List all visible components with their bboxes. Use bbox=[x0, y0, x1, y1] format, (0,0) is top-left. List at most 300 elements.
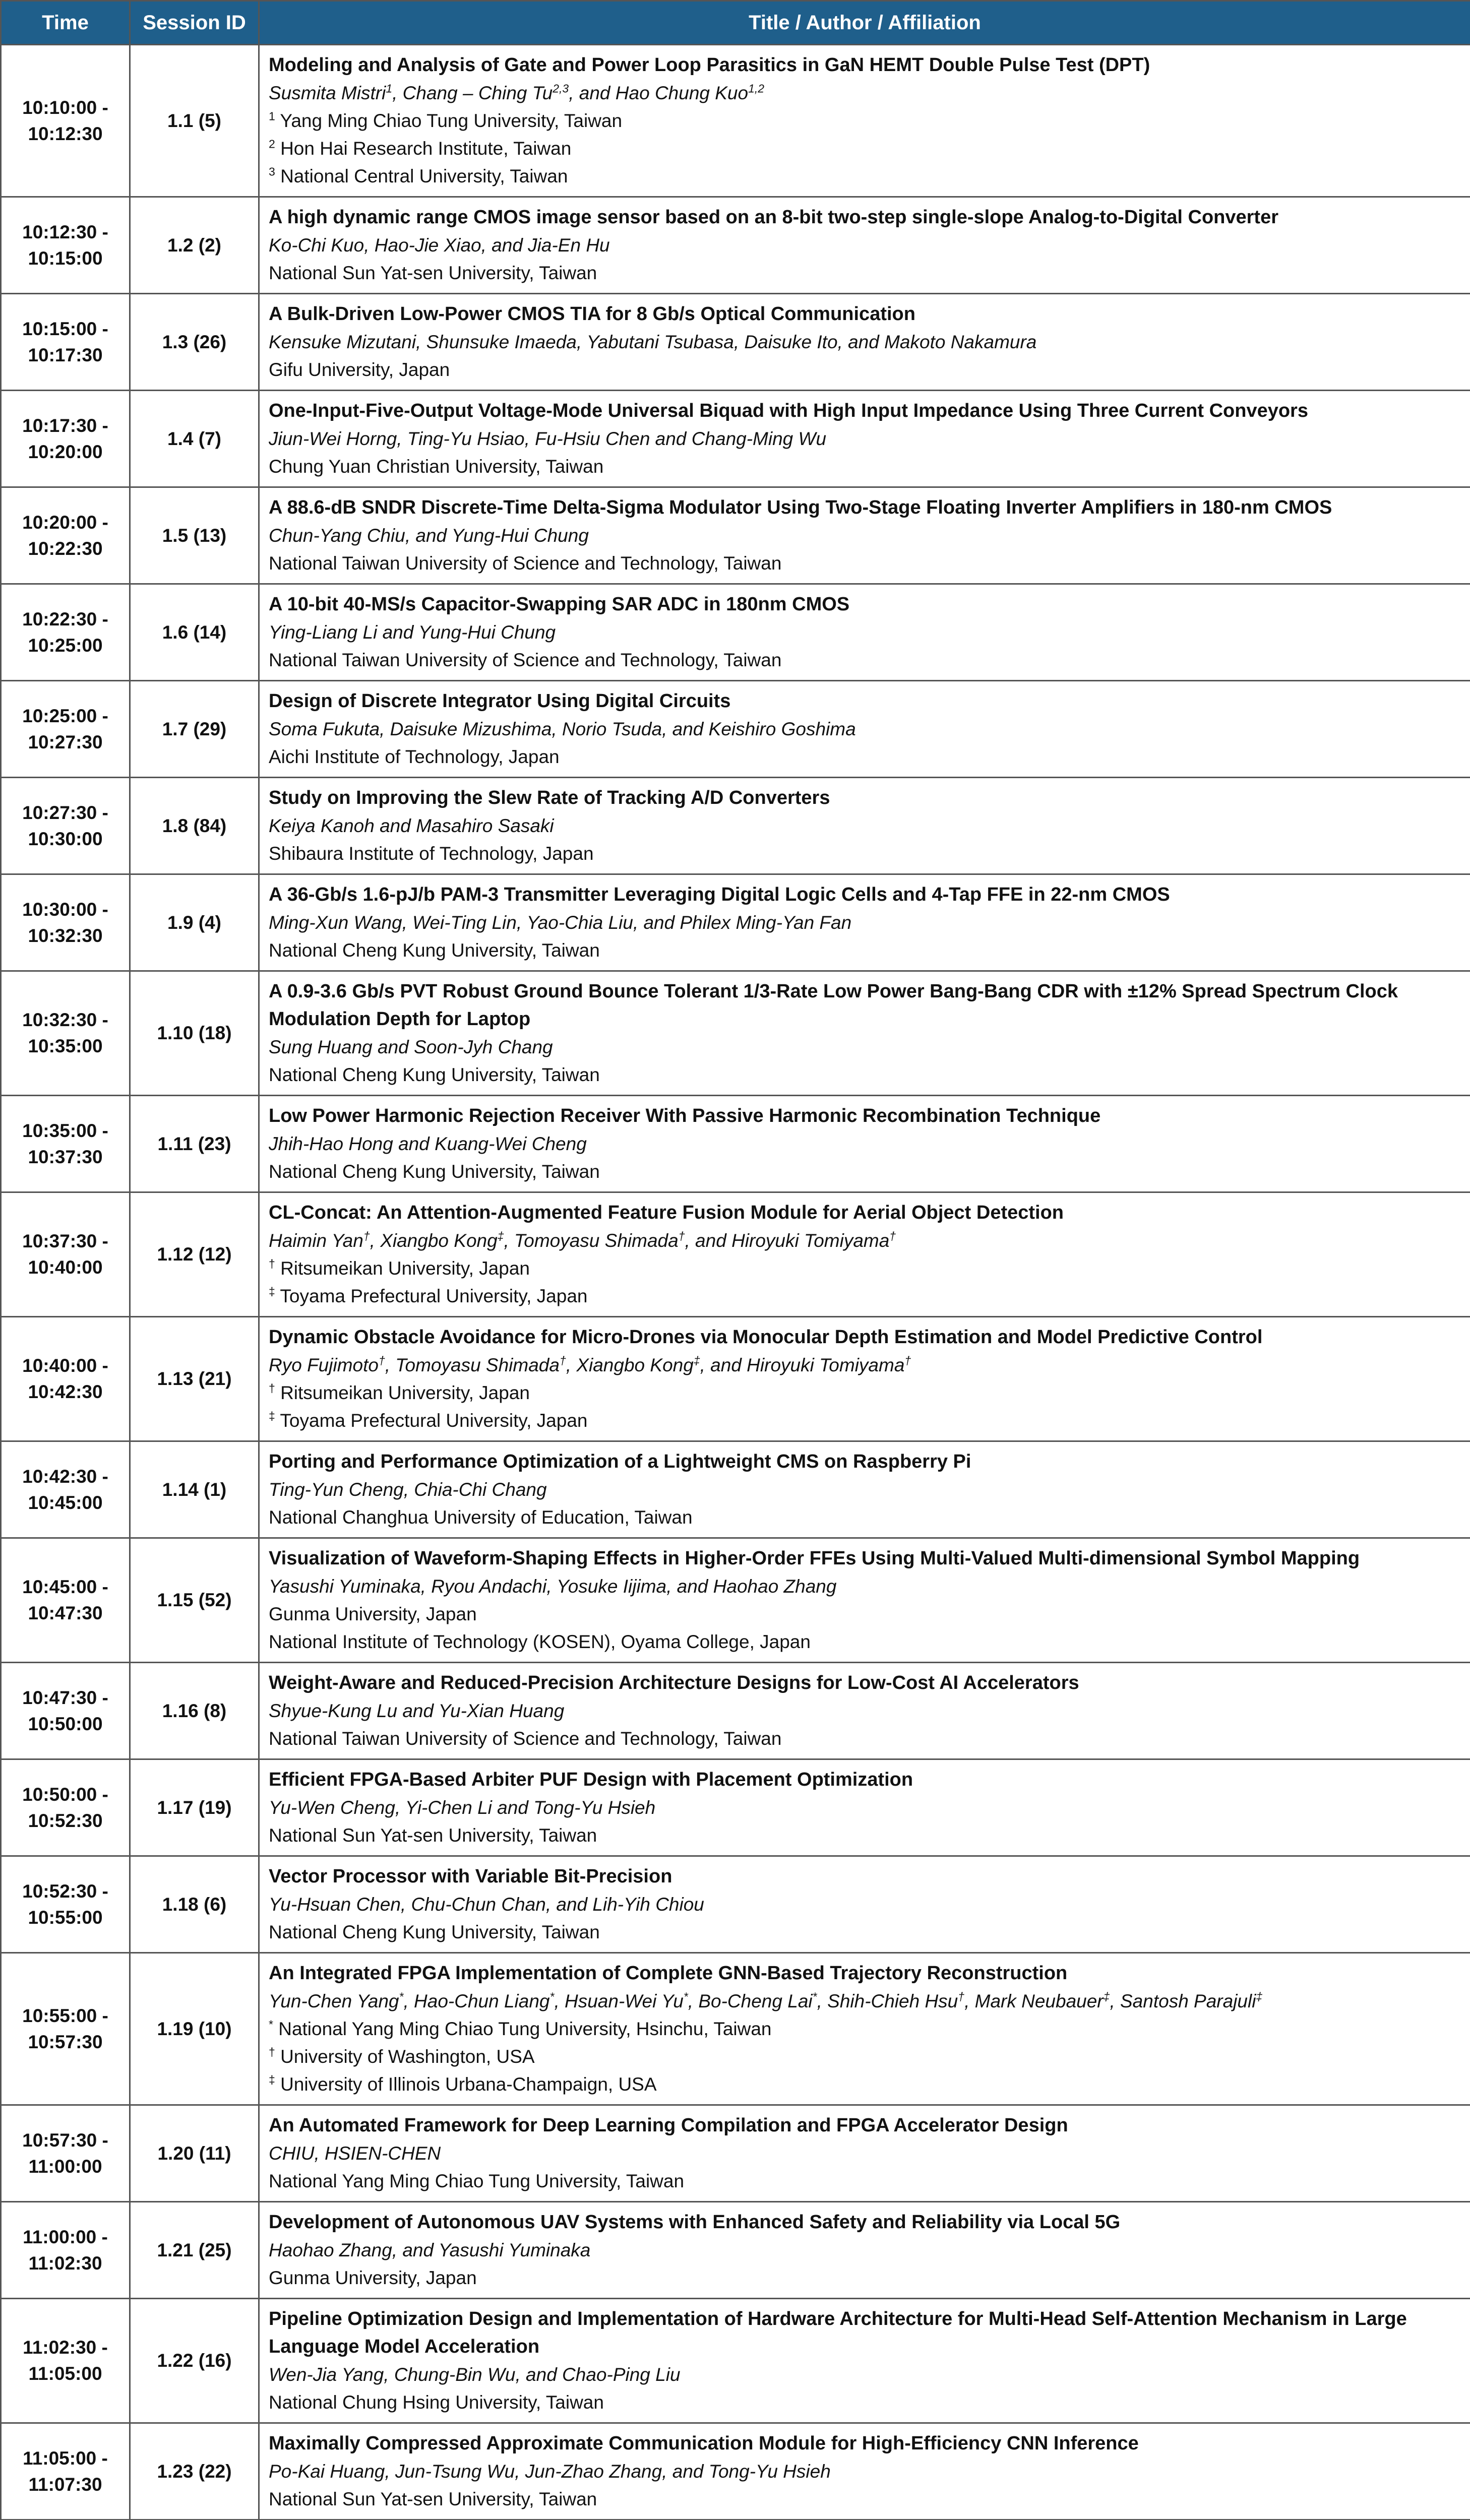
affiliation bbox=[269, 840, 1461, 867]
author-name: Yu-Hsuan Chen, Chu-Chun Chan, and Lih-Yih Chiou bbox=[269, 1894, 704, 1915]
table-row bbox=[1, 1856, 1470, 1953]
affiliation-name: National Institute of Technology (KOSEN), Oyama College, Japan bbox=[269, 1631, 811, 1652]
info-cell bbox=[259, 391, 1470, 487]
author-name: Keiya Kanoh and Masahiro Sasaki bbox=[269, 815, 554, 836]
author-list bbox=[269, 425, 1461, 453]
time-text: 10:45:00 - bbox=[22, 1577, 108, 1597]
author-affiliation-mark: * bbox=[812, 1990, 817, 2003]
affiliation-name: National Sun Yat-sen University, Taiwan bbox=[269, 1825, 597, 1846]
affiliation bbox=[269, 2015, 1461, 2043]
author-name: Susmita Mistri bbox=[269, 83, 386, 103]
session-id-cell bbox=[130, 1953, 259, 2105]
session-id-cell bbox=[130, 294, 259, 391]
affiliation bbox=[269, 1628, 1461, 1656]
paper-title: Efficient FPGA-Based Arbiter PUF Design with Placement Optimization bbox=[269, 1769, 913, 1790]
author-list bbox=[269, 1033, 1461, 1061]
affiliation bbox=[269, 2388, 1461, 2416]
affiliation bbox=[269, 107, 1461, 135]
affiliation bbox=[269, 162, 1461, 190]
info-cell bbox=[259, 874, 1470, 971]
table-header bbox=[1, 1, 1470, 45]
affiliation-mark: ‡ bbox=[269, 1285, 275, 1298]
author-name: , Bo-Cheng Lai bbox=[688, 1991, 813, 2011]
author-affiliation-mark: † bbox=[889, 1229, 896, 1243]
affiliation-name: National Cheng Kung University, Taiwan bbox=[269, 1161, 600, 1182]
time-text: 10:17:30 - bbox=[22, 415, 108, 436]
author-list bbox=[269, 812, 1461, 840]
session-id: 1.15 (52) bbox=[157, 1590, 232, 1610]
time-text: 10:35:00 - bbox=[22, 1120, 108, 1141]
affiliation bbox=[269, 1503, 1461, 1531]
affiliation-name: National Changhua University of Education, Taiwan bbox=[269, 1507, 693, 1528]
time-cell bbox=[1, 197, 130, 294]
author-name: Sung Huang and Soon-Jyh Chang bbox=[269, 1037, 553, 1057]
affiliation bbox=[269, 2043, 1461, 2070]
author-list bbox=[269, 1794, 1461, 1821]
session-id: 1.21 (25) bbox=[157, 2239, 232, 2260]
author-name: Yu-Wen Cheng, Yi-Chen Li and Tong-Yu Hsieh bbox=[269, 1797, 656, 1818]
author-name: , and Hiroyuki Tomiyama bbox=[700, 1355, 905, 1375]
session-id: 1.5 (13) bbox=[162, 525, 227, 546]
time-text: 10:42:30 bbox=[28, 1381, 103, 1402]
session-id: 1.18 (6) bbox=[162, 1894, 227, 1915]
info-cell bbox=[259, 1953, 1470, 2105]
time-text: 10:50:00 bbox=[28, 1713, 103, 1734]
info-cell bbox=[259, 2105, 1470, 2202]
session-id: 1.4 (7) bbox=[167, 428, 221, 449]
author-name: Ting-Yun Cheng, Chia-Chi Chang bbox=[269, 1479, 547, 1500]
author-name: , Hsuan-Wei Yu bbox=[554, 1991, 684, 2011]
affiliation-name: National Taiwan University of Science and Technology, Taiwan bbox=[269, 553, 782, 574]
affiliation-name: Gifu University, Japan bbox=[269, 359, 450, 380]
paper-title: Porting and Performance Optimization of a Lightweight CMS on Raspberry Pi bbox=[269, 1451, 971, 1472]
affiliation-mark: 1 bbox=[269, 109, 275, 123]
author-list bbox=[269, 1227, 1461, 1254]
table-row bbox=[1, 1441, 1470, 1538]
time-text: 11:05:00 - bbox=[23, 2447, 108, 2469]
time-text: 10:30:00 bbox=[28, 828, 103, 849]
affiliation-name: National Central University, Taiwan bbox=[275, 166, 568, 186]
affiliation bbox=[269, 646, 1461, 674]
author-name: , Xiangbo Kong bbox=[370, 1230, 498, 1251]
paper-title: A high dynamic range CMOS image sensor based on an 8-bit two-step single-slope Analog-to-Digital Converter bbox=[269, 207, 1278, 228]
time-text: 10:22:30 bbox=[28, 538, 103, 559]
affiliation-name: University of Illinois Urbana-Champaign, USA bbox=[275, 2074, 657, 2095]
author-name: , Tomoyasu Shimada bbox=[385, 1355, 560, 1375]
affiliation-name: Hon Hai Research Institute, Taiwan bbox=[275, 138, 572, 159]
table-row bbox=[1, 2299, 1470, 2423]
table-body bbox=[1, 45, 1470, 2520]
author-list bbox=[269, 1697, 1461, 1725]
author-name: , Mark Neubauer bbox=[964, 1991, 1104, 2011]
time-cell bbox=[1, 45, 130, 197]
affiliation-name: Shibaura Institute of Technology, Japan bbox=[269, 843, 594, 864]
time-text: 10:52:30 - bbox=[22, 1880, 108, 1902]
time-cell bbox=[1, 391, 130, 487]
affiliation-name: National Chung Hsing University, Taiwan bbox=[269, 2392, 604, 2413]
session-id-cell bbox=[130, 2202, 259, 2299]
author-name: Wen-Jia Yang, Chung-Bin Wu, and Chao-Ping Liu bbox=[269, 2364, 681, 2385]
table-row bbox=[1, 45, 1470, 197]
time-cell bbox=[1, 294, 130, 391]
session-id-cell bbox=[130, 2423, 259, 2520]
info-cell bbox=[259, 1192, 1470, 1317]
affiliation bbox=[269, 743, 1461, 771]
session-id: 1.19 (10) bbox=[157, 2018, 232, 2039]
affiliation bbox=[269, 1061, 1461, 1089]
affiliation bbox=[269, 2485, 1461, 2513]
table-row bbox=[1, 778, 1470, 874]
author-name: Shyue-Kung Lu and Yu-Xian Huang bbox=[269, 1700, 565, 1721]
paper-title: Development of Autonomous UAV Systems with Enhanced Safety and Reliability via Local 5G bbox=[269, 2212, 1121, 2233]
session-id-cell bbox=[130, 971, 259, 1096]
affiliation bbox=[269, 936, 1461, 964]
affiliation-name: University of Washington, USA bbox=[275, 2046, 535, 2067]
time-text: 10:57:30 - bbox=[22, 2129, 108, 2151]
paper-title: Weight-Aware and Reduced-Precision Architecture Designs for Low-Cost AI Accelerators bbox=[269, 1672, 1079, 1693]
time-text: 11:02:30 bbox=[28, 2252, 102, 2274]
table-row bbox=[1, 2423, 1470, 2520]
affiliation bbox=[269, 1158, 1461, 1185]
info-cell bbox=[259, 584, 1470, 681]
author-affiliation-mark: ‡ bbox=[497, 1229, 504, 1243]
info-cell bbox=[259, 1856, 1470, 1953]
time-cell bbox=[1, 2105, 130, 2202]
header-time: Time bbox=[1, 1, 130, 45]
affiliation-name: National Yang Ming Chiao Tung University, Taiwan bbox=[269, 2171, 685, 2191]
session-id-cell bbox=[130, 197, 259, 294]
session-id-cell bbox=[130, 391, 259, 487]
author-name: , and Hao Chung Kuo bbox=[569, 83, 749, 103]
author-name: Ryo Fujimoto bbox=[269, 1355, 379, 1375]
author-list bbox=[269, 2458, 1461, 2485]
time-text: 11:00:00 - bbox=[23, 2226, 108, 2247]
time-text: 10:50:00 - bbox=[22, 1784, 108, 1805]
session-id: 1.12 (12) bbox=[157, 1244, 232, 1265]
author-affiliation-mark: † bbox=[378, 1354, 385, 1367]
author-list bbox=[269, 1891, 1461, 1918]
affiliation bbox=[269, 2264, 1461, 2292]
author-affiliation-mark: ‡ bbox=[1256, 1990, 1263, 2003]
affiliation-mark: ‡ bbox=[269, 1409, 275, 1423]
paper-title: Dynamic Obstacle Avoidance for Micro-Drones via Monocular Depth Estimation and Model Predictive Control bbox=[269, 1327, 1263, 1348]
time-text: 10:32:30 - bbox=[22, 1010, 108, 1030]
author-list bbox=[269, 715, 1461, 743]
time-cell bbox=[1, 681, 130, 778]
author-affiliation-mark: 1 bbox=[386, 82, 393, 95]
time-text: 10:47:30 - bbox=[22, 1687, 108, 1708]
time-text: 10:12:30 bbox=[28, 123, 103, 144]
author-name: Po-Kai Huang, Jun-Tsung Wu, Jun-Zhao Zhang, and Tong-Yu Hsieh bbox=[269, 2461, 831, 2482]
author-name: , Hao-Chun Liang bbox=[403, 1991, 550, 2011]
author-name: , Shih-Chieh Hsu bbox=[817, 1991, 958, 2011]
paper-title: Pipeline Optimization Design and Implementation of Hardware Architecture for Multi-Head Self-Attention Mechanism in Large Language Model Acceleration bbox=[269, 2308, 1407, 2357]
affiliation bbox=[269, 453, 1461, 480]
author-name: Jhih-Hao Hong and Kuang-Wei Cheng bbox=[269, 1133, 587, 1154]
paper-title: Low Power Harmonic Rejection Receiver With Passive Harmonic Recombination Technique bbox=[269, 1105, 1101, 1126]
session-id-cell bbox=[130, 778, 259, 874]
session-id: 1.1 (5) bbox=[167, 110, 221, 131]
time-text: 10:20:00 - bbox=[22, 512, 108, 533]
author-name: , Xiangbo Kong bbox=[566, 1355, 694, 1375]
info-cell bbox=[259, 971, 1470, 1096]
info-cell bbox=[259, 45, 1470, 197]
affiliation bbox=[269, 1379, 1461, 1407]
session-id: 1.16 (8) bbox=[162, 1700, 227, 1721]
time-text: 10:25:00 - bbox=[22, 705, 108, 726]
affiliation bbox=[269, 259, 1461, 287]
author-name: , Chang – Ching Tu bbox=[392, 83, 553, 103]
session-id-cell bbox=[130, 487, 259, 584]
author-list bbox=[269, 2139, 1461, 2167]
session-id-cell bbox=[130, 1663, 259, 1759]
table-row bbox=[1, 1317, 1470, 1441]
author-affiliation-mark: † bbox=[559, 1354, 566, 1367]
author-affiliation-mark: 1,2 bbox=[748, 82, 765, 95]
header-session-id: Session ID bbox=[130, 1, 259, 45]
affiliation bbox=[269, 356, 1461, 384]
affiliation-name: National Yang Ming Chiao Tung University, Hsinchu, Taiwan bbox=[273, 2019, 772, 2039]
affiliation-name: National Taiwan University of Science and Technology, Taiwan bbox=[269, 1728, 782, 1749]
author-list bbox=[269, 2361, 1461, 2388]
affiliation-name: National Cheng Kung University, Taiwan bbox=[269, 940, 600, 961]
session-id-cell bbox=[130, 584, 259, 681]
time-text: 10:15:00 - bbox=[22, 318, 108, 339]
time-cell bbox=[1, 1096, 130, 1192]
author-name: Ko-Chi Kuo, Hao-Jie Xiao, and Jia-En Hu bbox=[269, 235, 610, 256]
time-text: 10:40:00 - bbox=[22, 1355, 108, 1376]
session-id: 1.13 (21) bbox=[157, 1368, 232, 1389]
author-name: , Tomoyasu Shimada bbox=[504, 1230, 679, 1251]
time-cell bbox=[1, 1538, 130, 1663]
session-id: 1.9 (4) bbox=[167, 912, 221, 933]
affiliation bbox=[269, 1725, 1461, 1752]
time-cell bbox=[1, 2423, 130, 2520]
affiliation bbox=[269, 1282, 1461, 1310]
info-cell bbox=[259, 778, 1470, 874]
info-cell bbox=[259, 1759, 1470, 1856]
session-id-cell bbox=[130, 2299, 259, 2423]
session-id-cell bbox=[130, 1856, 259, 1953]
session-id: 1.7 (29) bbox=[162, 718, 227, 739]
session-id-cell bbox=[130, 681, 259, 778]
info-cell bbox=[259, 1441, 1470, 1538]
time-text: 10:15:00 bbox=[28, 247, 103, 269]
time-cell bbox=[1, 1663, 130, 1759]
table-row bbox=[1, 1096, 1470, 1192]
affiliation-name: Toyama Prefectural University, Japan bbox=[275, 1410, 588, 1431]
session-id-cell bbox=[130, 1441, 259, 1538]
affiliation-name: Ritsumeikan University, Japan bbox=[275, 1382, 530, 1403]
time-text: 10:57:30 bbox=[28, 2031, 103, 2052]
paper-title: Maximally Compressed Approximate Communication Module for High-Efficiency CNN Inference bbox=[269, 2433, 1139, 2454]
author-affiliation-mark: † bbox=[904, 1354, 911, 1367]
time-cell bbox=[1, 1856, 130, 1953]
author-name: Soma Fukuta, Daisuke Mizushima, Norio Tsuda, and Keishiro Goshima bbox=[269, 719, 856, 739]
affiliation bbox=[269, 1918, 1461, 1946]
author-name: Ming-Xun Wang, Wei-Ting Lin, Yao-Chia Liu, and Philex Ming-Yan Fan bbox=[269, 912, 852, 933]
time-cell bbox=[1, 584, 130, 681]
affiliation bbox=[269, 2070, 1461, 2098]
table-row bbox=[1, 2105, 1470, 2202]
time-text: 11:02:30 - bbox=[23, 2337, 108, 2358]
author-list bbox=[269, 328, 1461, 356]
time-cell bbox=[1, 1759, 130, 1856]
author-affiliation-mark: † bbox=[363, 1229, 370, 1243]
session-id-cell bbox=[130, 874, 259, 971]
paper-title: Modeling and Analysis of Gate and Power Loop Parasitics in GaN HEMT Double Pulse Test (DPT) bbox=[269, 54, 1150, 76]
session-id: 1.22 (16) bbox=[157, 2350, 232, 2371]
info-cell bbox=[259, 2202, 1470, 2299]
session-id-cell bbox=[130, 1096, 259, 1192]
session-id-cell bbox=[130, 1759, 259, 1856]
time-text: 10:40:00 bbox=[28, 1257, 103, 1278]
session-id-cell bbox=[130, 1538, 259, 1663]
time-text: 10:52:30 bbox=[28, 1810, 103, 1831]
paper-title: A 0.9-3.6 Gb/s PVT Robust Ground Bounce Tolerant 1/3-Rate Low Power Bang-Bang CDR with ±12% Spread Spectrum Clock Modulation Depth for Laptop bbox=[269, 981, 1398, 1030]
author-list bbox=[269, 618, 1461, 646]
affiliation-name: Yang Ming Chiao Tung University, Taiwan bbox=[275, 110, 623, 131]
table-row bbox=[1, 197, 1470, 294]
info-cell bbox=[259, 1317, 1470, 1441]
session-id: 1.2 (2) bbox=[167, 234, 221, 256]
session-id: 1.3 (26) bbox=[162, 331, 227, 352]
info-cell bbox=[259, 294, 1470, 391]
affiliation-mark: 3 bbox=[269, 165, 275, 178]
paper-title: A 88.6-dB SNDR Discrete-Time Delta-Sigma Modulator Using Two-Stage Floating Inverter Amplifiers in 180-nm CMOS bbox=[269, 497, 1332, 518]
info-cell bbox=[259, 487, 1470, 584]
paper-title: Study on Improving the Slew Rate of Tracking A/D Converters bbox=[269, 787, 830, 808]
time-cell bbox=[1, 1317, 130, 1441]
time-cell bbox=[1, 874, 130, 971]
author-affiliation-mark: * bbox=[399, 1990, 404, 2003]
time-cell bbox=[1, 2202, 130, 2299]
session-id-cell bbox=[130, 2105, 259, 2202]
affiliation-name: Chung Yuan Christian University, Taiwan bbox=[269, 456, 604, 477]
time-text: 10:32:30 bbox=[28, 925, 103, 946]
info-cell bbox=[259, 681, 1470, 778]
paper-title: CL-Concat: An Attention-Augmented Feature Fusion Module for Aerial Object Detection bbox=[269, 1202, 1064, 1223]
author-name: Chun-Yang Chiu, and Yung-Hui Chung bbox=[269, 525, 589, 546]
header-row bbox=[1, 1, 1470, 45]
table-row bbox=[1, 294, 1470, 391]
table-row bbox=[1, 2202, 1470, 2299]
author-list bbox=[269, 1130, 1461, 1158]
affiliation-name: National Cheng Kung University, Taiwan bbox=[269, 1064, 600, 1085]
author-affiliation-mark: 2,3 bbox=[553, 82, 569, 95]
time-text: 10:47:30 bbox=[28, 1603, 103, 1623]
paper-title: Vector Processor with Variable Bit-Precision bbox=[269, 1866, 672, 1887]
author-name: Yun-Chen Yang bbox=[269, 1991, 399, 2011]
table-row bbox=[1, 1953, 1470, 2105]
affiliation-mark: † bbox=[269, 1257, 275, 1271]
time-cell bbox=[1, 2299, 130, 2423]
session-id: 1.10 (18) bbox=[157, 1023, 232, 1043]
time-text: 10:27:30 - bbox=[22, 802, 108, 823]
affiliation bbox=[269, 1407, 1461, 1434]
table-row bbox=[1, 1538, 1470, 1663]
affiliation-name: National Cheng Kung University, Taiwan bbox=[269, 1922, 600, 1942]
author-name: , and Hiroyuki Tomiyama bbox=[685, 1230, 890, 1251]
time-cell bbox=[1, 971, 130, 1096]
time-text: 11:05:00 bbox=[28, 2363, 102, 2384]
time-text: 10:12:30 - bbox=[22, 221, 108, 242]
table-row bbox=[1, 1192, 1470, 1317]
author-affiliation-mark: ‡ bbox=[693, 1354, 700, 1367]
session-id: 1.20 (11) bbox=[157, 2143, 231, 2164]
paper-title: A 10-bit 40-MS/s Capacitor-Swapping SAR ADC in 180nm CMOS bbox=[269, 594, 850, 615]
time-text: 10:20:00 bbox=[28, 441, 103, 462]
info-cell bbox=[259, 197, 1470, 294]
session-id: 1.8 (84) bbox=[162, 815, 227, 836]
table-row bbox=[1, 1663, 1470, 1759]
time-cell bbox=[1, 1192, 130, 1317]
time-cell bbox=[1, 778, 130, 874]
session-id-cell bbox=[130, 1192, 259, 1317]
time-text: 10:35:00 bbox=[28, 1036, 103, 1056]
author-name: Yasushi Yuminaka, Ryou Andachi, Yosuke Iijima, and Haohao Zhang bbox=[269, 1576, 837, 1597]
time-text: 10:37:30 - bbox=[22, 1231, 108, 1251]
author-name: Haohao Zhang, and Yasushi Yuminaka bbox=[269, 2240, 591, 2260]
time-text: 10:37:30 bbox=[28, 1146, 103, 1167]
table-row bbox=[1, 584, 1470, 681]
affiliation-mark: * bbox=[269, 2018, 273, 2031]
author-list bbox=[269, 909, 1461, 936]
author-list bbox=[269, 522, 1461, 549]
time-text: 10:27:30 bbox=[28, 731, 103, 752]
session-id: 1.23 (22) bbox=[157, 2461, 232, 2482]
affiliation-mark: ‡ bbox=[269, 2073, 275, 2087]
affiliation-name: Gunma University, Japan bbox=[269, 2267, 477, 2288]
header-title: Title / Author / Affiliation bbox=[259, 1, 1470, 45]
affiliation-name: National Sun Yat-sen University, Taiwan bbox=[269, 2489, 597, 2509]
author-affiliation-mark: ‡ bbox=[1103, 1990, 1110, 2003]
author-name: Ying-Liang Li and Yung-Hui Chung bbox=[269, 622, 556, 643]
paper-title: One-Input-Five-Output Voltage-Mode Universal Biquad with High Input Impedance Using Three Current Conveyors bbox=[269, 400, 1308, 421]
affiliation-name: National Sun Yat-sen University, Taiwan bbox=[269, 263, 597, 283]
session-id-cell bbox=[130, 45, 259, 197]
info-cell bbox=[259, 2299, 1470, 2423]
info-cell bbox=[259, 1663, 1470, 1759]
affiliation-mark: † bbox=[269, 1381, 275, 1395]
affiliation bbox=[269, 1600, 1461, 1628]
author-name: CHIU, HSIEN-CHEN bbox=[269, 2143, 441, 2164]
time-text: 11:00:00 bbox=[28, 2156, 102, 2177]
affiliation bbox=[269, 1821, 1461, 1849]
time-cell bbox=[1, 1953, 130, 2105]
session-id: 1.6 (14) bbox=[162, 621, 227, 643]
table-row bbox=[1, 681, 1470, 778]
table-row bbox=[1, 874, 1470, 971]
session-id: 1.11 (23) bbox=[157, 1133, 231, 1154]
time-text: 10:42:30 - bbox=[22, 1466, 108, 1487]
affiliation-name: Ritsumeikan University, Japan bbox=[275, 1258, 530, 1279]
paper-title: A Bulk-Driven Low-Power CMOS TIA for 8 Gb/s Optical Communication bbox=[269, 303, 915, 325]
affiliation-name: National Taiwan University of Science and Technology, Taiwan bbox=[269, 650, 782, 670]
author-affiliation-mark: * bbox=[549, 1990, 555, 2003]
affiliation-mark: † bbox=[269, 2045, 275, 2059]
table-row bbox=[1, 391, 1470, 487]
time-text: 10:55:00 bbox=[28, 1907, 103, 1928]
paper-title: An Automated Framework for Deep Learning Compilation and FPGA Accelerator Design bbox=[269, 2115, 1068, 2136]
author-name: Haimin Yan bbox=[269, 1230, 363, 1251]
session-id-cell bbox=[130, 1317, 259, 1441]
author-name: Jiun-Wei Horng, Ting-Yu Hsiao, Fu-Hsiu Chen and Chang-Ming Wu bbox=[269, 428, 827, 449]
affiliation bbox=[269, 1254, 1461, 1282]
author-list bbox=[269, 79, 1461, 107]
affiliation-name: Gunma University, Japan bbox=[269, 1604, 477, 1624]
author-affiliation-mark: * bbox=[683, 1990, 688, 2003]
